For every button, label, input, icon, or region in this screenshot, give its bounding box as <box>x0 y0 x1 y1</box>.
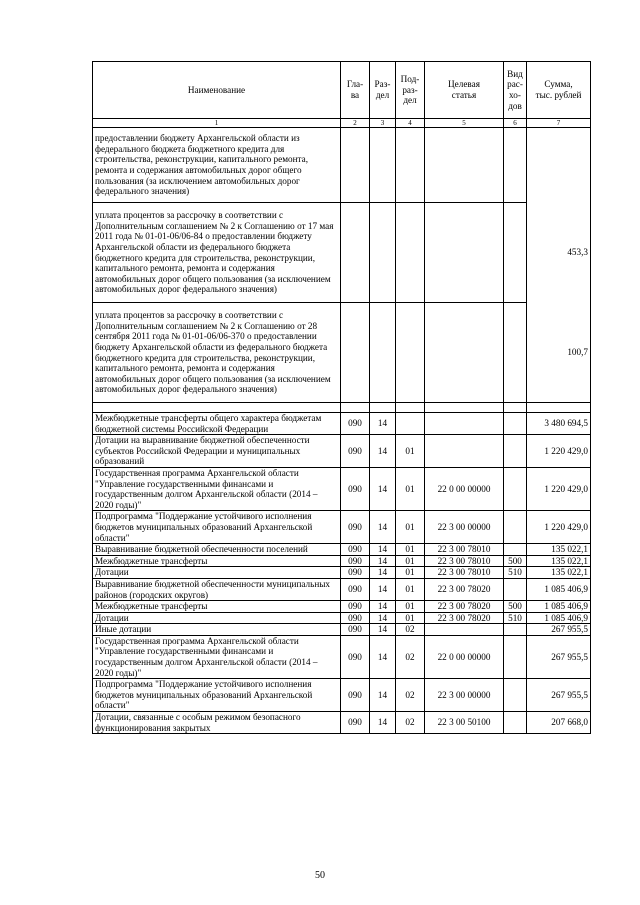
row-name: Межбюджетные трансферты <box>93 555 341 567</box>
table-row <box>93 203 591 303</box>
row-sum: 207 668,0 <box>527 712 591 734</box>
row-exptype <box>504 635 527 678</box>
row-exptype: 510 <box>504 567 527 579</box>
row-name: Иные дотации <box>93 624 341 636</box>
table-row <box>93 413 591 435</box>
row-sum: 267 955,5 <box>527 624 591 636</box>
page-number: 50 <box>315 870 325 881</box>
row-section: 14 <box>370 544 396 556</box>
row-subsection: 01 <box>396 567 425 579</box>
row-section: 14 <box>370 612 396 624</box>
row-name: Государственная программа Архангельской области "Управление государственными финансами и государственным долгом Архангельской области (2014 – 2020 годы)" <box>93 467 341 510</box>
table-row <box>93 567 591 579</box>
row-section: 14 <box>370 679 396 712</box>
row-target <box>425 435 504 468</box>
row-target: 22 3 00 78010 <box>425 544 504 556</box>
row-sum: 453,3 <box>527 203 591 303</box>
row-target: 22 3 00 78010 <box>425 555 504 567</box>
row-sum: 1 085 406,9 <box>527 612 591 624</box>
row-subsection: 01 <box>396 578 425 600</box>
row-section <box>370 203 396 303</box>
row-chapter: 090 <box>341 435 370 468</box>
row-name: Дотации, связанные с особым режимом безопасного функционирования закрытых <box>93 712 341 734</box>
row-exptype <box>504 413 527 435</box>
row-chapter: 090 <box>341 601 370 613</box>
row-chapter <box>341 128 370 203</box>
row-chapter: 090 <box>341 624 370 636</box>
row-exptype <box>504 435 527 468</box>
row-name: Подпрограмма "Поддержание устойчивого исполнения бюджетов муниципальных образований Архангельской области" <box>93 511 341 544</box>
column-number-row <box>93 119 591 128</box>
row-section: 14 <box>370 467 396 510</box>
row-target: 22 3 00 00000 <box>425 511 504 544</box>
row-subsection: 02 <box>396 635 425 678</box>
row-exptype <box>504 203 527 303</box>
col-number: 2 <box>341 119 370 128</box>
row-target <box>425 403 504 413</box>
col-number: 5 <box>425 119 504 128</box>
row-target: 22 3 00 50100 <box>425 712 504 734</box>
row-exptype: 500 <box>504 555 527 567</box>
row-exptype <box>504 712 527 734</box>
row-section <box>370 303 396 403</box>
row-chapter: 090 <box>341 635 370 678</box>
table-body <box>93 128 591 734</box>
row-exptype <box>504 624 527 636</box>
row-chapter <box>341 303 370 403</box>
row-subsection: 01 <box>396 612 425 624</box>
row-target: 22 3 00 78010 <box>425 567 504 579</box>
table-row <box>93 435 591 468</box>
row-target <box>425 128 504 203</box>
row-chapter: 090 <box>341 712 370 734</box>
col-number: 6 <box>504 119 527 128</box>
row-name: Выравнивание бюджетной обеспеченности поселений <box>93 544 341 556</box>
row-subsection: 02 <box>396 624 425 636</box>
table-row <box>93 578 591 600</box>
table-row <box>93 679 591 712</box>
header-subsection: Под- раз- дел <box>396 62 425 119</box>
row-name: Выравнивание бюджетной обеспеченности муниципальных районов (городских округов) <box>93 578 341 600</box>
row-section: 14 <box>370 712 396 734</box>
row-exptype <box>504 544 527 556</box>
row-section: 14 <box>370 601 396 613</box>
row-subsection: 01 <box>396 511 425 544</box>
row-sum: 1 220 429,0 <box>527 435 591 468</box>
row-section: 14 <box>370 635 396 678</box>
header-target: Целевая статья <box>425 62 504 119</box>
row-chapter: 090 <box>341 555 370 567</box>
table-row <box>93 128 591 203</box>
table-row <box>93 612 591 624</box>
row-subsection: 01 <box>396 555 425 567</box>
row-sum: 135 022,1 <box>527 567 591 579</box>
row-sum: 1 085 406,9 <box>527 578 591 600</box>
row-subsection: 01 <box>396 435 425 468</box>
row-sum: 100,7 <box>527 303 591 403</box>
row-sum: 3 480 694,5 <box>527 413 591 435</box>
header-row <box>93 62 591 119</box>
row-exptype <box>504 679 527 712</box>
row-section: 14 <box>370 578 396 600</box>
row-name: Государственная программа Архангельской области "Управление государственными финансами и государственным долгом Архангельской области (2014 – 2020 годы)" <box>93 635 341 678</box>
table-row <box>93 712 591 734</box>
row-sum: 1 220 429,0 <box>527 511 591 544</box>
row-sum: 267 955,5 <box>527 635 591 678</box>
row-subsection <box>396 203 425 303</box>
col-number: 7 <box>527 119 591 128</box>
row-exptype <box>504 467 527 510</box>
row-chapter: 090 <box>341 679 370 712</box>
row-subsection: 02 <box>396 679 425 712</box>
header-chapter: Гла- ва <box>341 62 370 119</box>
row-sum: 135 022,1 <box>527 544 591 556</box>
row-subsection: 01 <box>396 544 425 556</box>
row-name: уплата процентов за рассрочку в соответствии с Дополнительным соглашением № 2 к Соглашению от 28 сентября 2011 года № 01-01-06/06-370 о предоставлении бюджету Архангельской области из федерального бюджета бюджетного кредита для строительства, реконструкции, капитального ремонта, ремонта и содержания автомобильных дорог общего пользования (за исключением автомобильных дорог федерального значения) <box>93 303 341 403</box>
row-name: уплата процентов за рассрочку в соответствии с Дополнительным соглашением № 2 к Соглашению от 17 мая 2011 года № 01-01-06/06-84 о предоставлении бюджету Архангельской области из федерального бюджета бюджетного кредита для строительства, реконструкции, капитального ремонта, ремонта и содержания автомобильных дорог общего пользования (за исключением автомобильных дорог федерального значения) <box>93 203 341 303</box>
row-section: 14 <box>370 511 396 544</box>
row-subsection <box>396 128 425 203</box>
table-row <box>93 511 591 544</box>
row-section: 14 <box>370 624 396 636</box>
row-exptype <box>504 578 527 600</box>
row-target: 22 3 00 78020 <box>425 578 504 600</box>
row-exptype <box>504 128 527 203</box>
table-row <box>93 601 591 613</box>
header-sum: Сумма, тыс. рублей <box>527 62 591 119</box>
col-number: 3 <box>370 119 396 128</box>
row-name <box>93 403 341 413</box>
row-target <box>425 413 504 435</box>
header-section: Раз- дел <box>370 62 396 119</box>
row-exptype: 510 <box>504 612 527 624</box>
header-name: Наименование <box>93 62 341 119</box>
row-chapter: 090 <box>341 578 370 600</box>
row-subsection <box>396 413 425 435</box>
table-row <box>93 303 591 403</box>
row-section: 14 <box>370 413 396 435</box>
row-section: 14 <box>370 555 396 567</box>
row-sum <box>527 403 591 413</box>
row-sum: 267 955,5 <box>527 679 591 712</box>
row-name: Межбюджетные трансферты <box>93 601 341 613</box>
row-name: Дотации на выравнивание бюджетной обеспеченности субъектов Российской Федерации и муниципальных образований <box>93 435 341 468</box>
row-chapter: 090 <box>341 567 370 579</box>
row-chapter <box>341 203 370 303</box>
row-sum: 135 022,1 <box>527 555 591 567</box>
row-target: 22 0 00 00000 <box>425 467 504 510</box>
row-exptype <box>504 303 527 403</box>
row-chapter <box>341 403 370 413</box>
col-number: 4 <box>396 119 425 128</box>
table-row <box>93 624 591 636</box>
row-target: 22 3 00 00000 <box>425 679 504 712</box>
row-exptype <box>504 403 527 413</box>
table-row <box>93 544 591 556</box>
row-section <box>370 128 396 203</box>
row-subsection <box>396 403 425 413</box>
row-name: предоставлении бюджету Архангельской области из федерального бюджета бюджетного кредита для строительства, реконструкции, капитального ремонта, ремонта и содержания автомобильных дорог общего пользования (за исключением автомобильных дорог федерального значения) <box>93 128 341 203</box>
table-row <box>93 555 591 567</box>
row-name: Дотации <box>93 567 341 579</box>
row-chapter: 090 <box>341 413 370 435</box>
row-sum <box>527 128 591 203</box>
row-section: 14 <box>370 567 396 579</box>
row-target <box>425 624 504 636</box>
row-exptype <box>504 511 527 544</box>
table-row <box>93 467 591 510</box>
row-sum: 1 220 429,0 <box>527 467 591 510</box>
row-subsection <box>396 303 425 403</box>
row-section: 14 <box>370 435 396 468</box>
table-row <box>93 403 591 413</box>
row-subsection: 01 <box>396 467 425 510</box>
budget-table <box>92 61 591 734</box>
row-target: 22 0 00 00000 <box>425 635 504 678</box>
row-chapter: 090 <box>341 612 370 624</box>
row-target: 22 3 00 78020 <box>425 601 504 613</box>
row-target: 22 3 00 78020 <box>425 612 504 624</box>
row-chapter: 090 <box>341 467 370 510</box>
row-chapter: 090 <box>341 511 370 544</box>
row-name: Дотации <box>93 612 341 624</box>
row-section <box>370 403 396 413</box>
row-sum: 1 085 406,9 <box>527 601 591 613</box>
row-subsection: 01 <box>396 601 425 613</box>
table-row <box>93 635 591 678</box>
col-number: 1 <box>93 119 341 128</box>
header-exptype: Вид рас- хо- дов <box>504 62 527 119</box>
row-name: Подпрограмма "Поддержание устойчивого исполнения бюджетов муниципальных образований Архангельской области" <box>93 679 341 712</box>
row-exptype: 500 <box>504 601 527 613</box>
row-target <box>425 203 504 303</box>
row-target <box>425 303 504 403</box>
row-name: Межбюджетные трансферты общего характера бюджетам бюджетной системы Российской Федерации <box>93 413 341 435</box>
row-chapter: 090 <box>341 544 370 556</box>
row-subsection: 02 <box>396 712 425 734</box>
